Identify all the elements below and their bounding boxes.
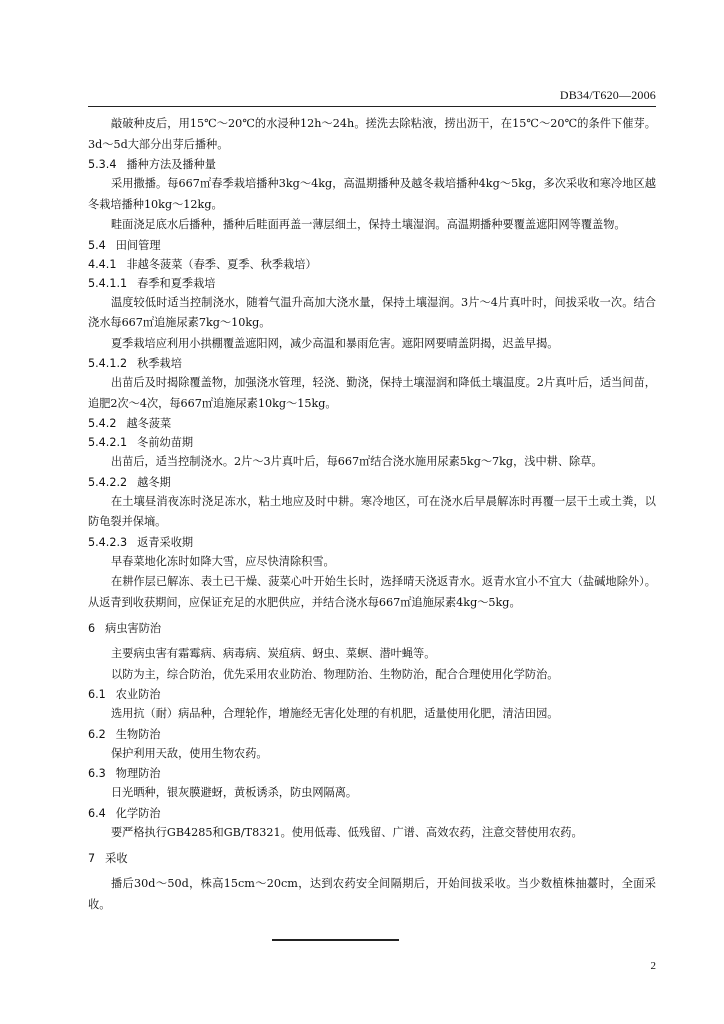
subsection-heading bbox=[88, 725, 656, 744]
subsection-heading bbox=[88, 155, 656, 174]
subsection-heading bbox=[88, 354, 656, 373]
heading-title: 采收 bbox=[105, 852, 128, 865]
heading-number: 6.3 bbox=[88, 767, 106, 780]
heading-number: 5.4.2 bbox=[88, 417, 117, 430]
heading-number: 5.4.2.1 bbox=[88, 436, 128, 449]
subsection-heading bbox=[88, 433, 656, 452]
header-rule bbox=[88, 106, 656, 107]
heading-title: 病虫害防治 bbox=[105, 622, 162, 635]
heading-title: 播种方法及播种量 bbox=[126, 158, 216, 171]
heading-number: 7 bbox=[88, 852, 96, 865]
paragraph: 以防为主，综合防治，优先采用农业防治、物理防治、生物防治，配合合理使用化学防治。 bbox=[110, 667, 559, 681]
subsection-heading bbox=[88, 804, 656, 823]
subsection-heading bbox=[88, 255, 656, 274]
paragraph: 在耕作层已解冻、表土已干燥、菠菜心叶开始生长时，选择晴天浇返青水。返青水宜小不宜大（盐碱地除外）。从返青到收获期间，应保证充足的水肥供应，并结合浇水每667㎡追施尿素4kg～5kg。 bbox=[88, 575, 656, 609]
heading-title: 越冬期 bbox=[137, 475, 171, 489]
subsection-heading bbox=[88, 473, 656, 492]
paragraph: 夏季栽培应利用小拱棚覆盖遮阳网，减少高温和暴雨危害。遮阳网要晴盖阴揭，迟盖早揭。 bbox=[110, 336, 559, 350]
heading-number: 6.1 bbox=[88, 688, 106, 701]
paragraph: 日光晒种，银灰膜避蚜，黄板诱杀，防虫网隔离。 bbox=[110, 786, 358, 799]
heading-number: 6.2 bbox=[88, 727, 106, 741]
heading-title: 农业防治 bbox=[115, 688, 161, 701]
heading-number: 5.4.2.2 bbox=[88, 475, 128, 489]
paragraph: 早春菜地化冻时如降大雪，应尽快清除积雪。 bbox=[110, 554, 335, 568]
paragraph: 敲破种皮后，用15℃～20℃的水浸种12h～24h。搓洗去除粘液，捞出沥干，在15℃～20℃的条件下催芽。3d～5d大部分出芽后播种。 bbox=[88, 117, 656, 151]
heading-title: 田间管理 bbox=[115, 238, 161, 252]
heading-number: 4.4.1 bbox=[88, 257, 117, 271]
heading-number: 5.4.1.1 bbox=[88, 276, 128, 290]
subsection-heading bbox=[88, 685, 656, 704]
section-heading bbox=[88, 849, 656, 868]
paragraph: 要严格执行GB4285和GB/T8321。使用低毒、低残留、广谱、高效农药，注意交替使用农药。 bbox=[110, 825, 583, 839]
paragraph: 温度较低时适当控制浇水，随着气温升高加大浇水量，保持土壤湿润。3片～4片真叶时，间拔采收一次。结合浇水每667㎡追施尿素7kg～10kg。 bbox=[88, 295, 656, 329]
subsection-heading bbox=[88, 764, 656, 783]
heading-title: 化学防治 bbox=[115, 806, 161, 820]
heading-number: 6 bbox=[88, 622, 96, 635]
heading-number: 5.4.2.3 bbox=[88, 535, 128, 549]
subsection-heading bbox=[88, 533, 656, 552]
heading-number: 5.4.1.2 bbox=[88, 357, 128, 370]
heading-number: 5.3.4 bbox=[88, 158, 117, 171]
subsection-heading bbox=[88, 274, 656, 293]
heading-title: 春季和夏季栽培 bbox=[137, 276, 216, 290]
heading-title: 冬前幼苗期 bbox=[137, 436, 194, 449]
paragraph: 出苗后，适当控制浇水。2片～3片真叶后，每667㎡结合浇水施用尿素5kg～7kg，浅中耕、除草。 bbox=[110, 455, 603, 468]
subsection-heading bbox=[88, 414, 656, 433]
paragraph: 畦面浇足底水后播种，播种后畦面再盖一薄层细土，保持土壤湿润。高温期播种要覆盖遮阳网等覆盖物。 bbox=[110, 218, 626, 231]
heading-title: 物理防治 bbox=[115, 767, 161, 780]
heading-title: 生物防治 bbox=[115, 727, 161, 741]
footer-rule bbox=[272, 939, 399, 941]
page-number: 2 bbox=[650, 960, 656, 972]
heading-title: 越冬菠菜 bbox=[126, 417, 172, 430]
heading-title: 返青采收期 bbox=[137, 535, 194, 549]
page-body bbox=[88, 114, 656, 915]
paragraph: 出苗后及时揭除覆盖物，加强浇水管理，轻浇、勤浇，保持土壤湿润和降低土壤温度。2片真叶后，适当间苗，追肥2次～4次，每667㎡追施尿素10kg～15kg。 bbox=[88, 376, 656, 410]
heading-number: 6.4 bbox=[88, 806, 106, 820]
paragraph: 保护利用天敌，使用生物农药。 bbox=[110, 746, 268, 760]
heading-title: 非越冬菠菜（春季、夏季、秋季栽培） bbox=[126, 257, 317, 271]
paragraph: 选用抗（耐）病品种，合理轮作，增施经无害化处理的有机肥，适量使用化肥，清洁田园。 bbox=[110, 707, 559, 720]
heading-number: 5.4 bbox=[88, 238, 106, 252]
heading-title: 秋季栽培 bbox=[137, 357, 182, 370]
paragraph: 主要病虫害有霜霉病、病毒病、炭疽病、蚜虫、菜螟、潜叶蝇等。 bbox=[110, 647, 436, 660]
paragraph: 采用撒播。每667㎡春季栽培播种3kg～4kg，高温期播种及越冬栽培播种4kg～5kg，多次采收和寒冷地区越冬栽培播种10kg～12kg。 bbox=[88, 177, 656, 211]
subsection-heading bbox=[88, 236, 656, 255]
document-code: DB34/T620—2006 bbox=[559, 88, 656, 102]
section-heading bbox=[88, 619, 656, 638]
paragraph: 在土壤昼消夜冻时浇足冻水，粘土地应及时中耕。寒冷地区，可在浇水后早晨解冻时再覆一层干土或土粪，以防龟裂并保墒。 bbox=[88, 494, 656, 528]
paragraph: 播后30d～50d，株高15cm～20cm，达到农药安全间隔期后，开始间拔采收。当少数植株抽薹时，全面采收。 bbox=[88, 877, 656, 911]
